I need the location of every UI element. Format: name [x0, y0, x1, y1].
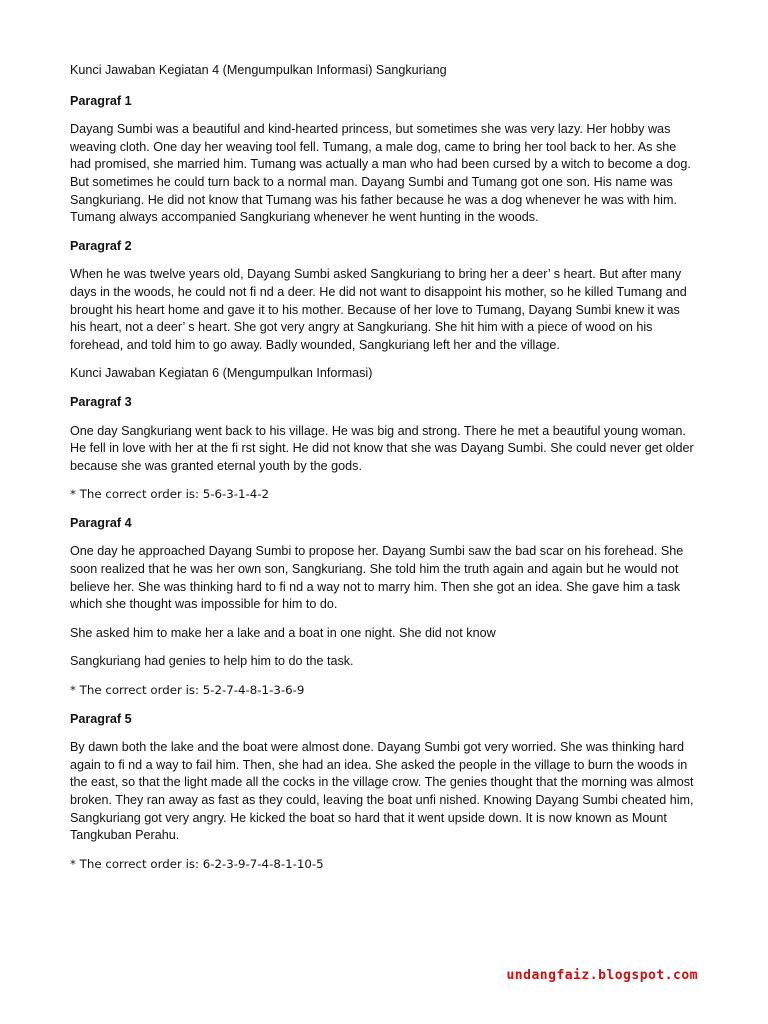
correct-order-2: * The correct order is: 5-2-7-4-8-1-3-6-9 [70, 683, 305, 698]
footer-site-link[interactable]: undangfaiz.blogspot.com [506, 968, 698, 983]
paragraph-3-heading: Paragraf 3 [70, 394, 132, 409]
paragraph-2-text: When he was twelve years old, Dayang Sumbi asked Sangkuriang to bring her a deer’ s heart. But after many days in the woods, he could not fi nd a deer. He did not want to disappoint his mother, so he killed Tumang and brought his heart home and gave it to his mother. Because of her love to Tumang, Dayang Sumbi knew it was his heart, not a deer’ s heart. She got very angry at Sangkuriang. She hit him with a piece of wood on his forehead, and told him to go away. Badly wounded, Sangkuriang left her and the village. [70, 267, 687, 352]
paragraph-5-text: By dawn both the lake and the boat were almost done. Dayang Sumbi got very worried. She was thinking hard again to fi nd a way to fail him. Then, she had an idea. She asked the people in the village to burn the woods in the east, so that the light made all the cocks in the village crow. The genies thought that the morning was almost broken. They ran away as fast as they could, leaving the boat unfi nished. Knowing Dayang Sumbi cheated him, Sangkuriang got very angry. He kicked the boat so hard that it went upside down. It is now known as Mount Tangkuban Perahu. [70, 740, 694, 843]
paragraph-4-heading: Paragraf 4 [70, 515, 132, 530]
paragraph-2-heading: Paragraf 2 [70, 238, 132, 253]
document-page [70, 62, 698, 884]
paragraph-4-line-3: Sangkuriang had genies to help him to do the task. [70, 654, 354, 669]
correct-order-1: * The correct order is: 5-6-3-1-4-2 [70, 487, 270, 502]
section-subtitle: Kunci Jawaban Kegiatan 6 (Mengumpulkan Informasi) [70, 366, 373, 381]
document-title: Kunci Jawaban Kegiatan 4 (Mengumpulkan Informasi) Sangkuriang [70, 63, 447, 77]
paragraph-4-text: One day he approached Dayang Sumbi to propose her. Dayang Sumbi saw the bad scar on his forehead. She soon realized that he was her own son, Sangkuriang. She told him the truth again and again but he would not believe her. She was thinking hard to fi nd a way not to marry him. Then she got an idea. She gave him a task which she thought was impossible for him to do. [70, 544, 684, 612]
paragraph-1-heading: Paragraf 1 [70, 93, 132, 108]
paragraph-5-heading: Paragraf 5 [70, 711, 132, 726]
paragraph-4-line-2: She asked him to make her a lake and a boat in one night. She did not know [70, 625, 496, 640]
paragraph-3-text: One day Sangkuriang went back to his village. He was big and strong. There he met a beautiful young woman. He fell in love with her at the fi rst sight. He did not know that she was Dayang Sumbi. She could never get older because she was granted eternal youth by the gods. [70, 423, 694, 473]
paragraph-1-text: Dayang Sumbi was a beautiful and kind-hearted princess, but sometimes she was very lazy. Her hobby was weaving cloth. One day her weaving tool fell. Tumang, a male dog, came to bring her tool back to her. As she had promised, she married him. Tumang was actually a man who had been cursed by a witch to become a dog. But sometimes he could turn back to a normal man. Dayang Sumbi and Tumang got one son. His name was Sangkuriang. He did not know that Tumang was his father because he was a dog whenever he was with him. Tumang always accompanied Sangkuriang whenever he went hunting in the woods. [70, 122, 691, 225]
correct-order-3: * The correct order is: 6-2-3-9-7-4-8-1-10-5 [70, 856, 324, 871]
